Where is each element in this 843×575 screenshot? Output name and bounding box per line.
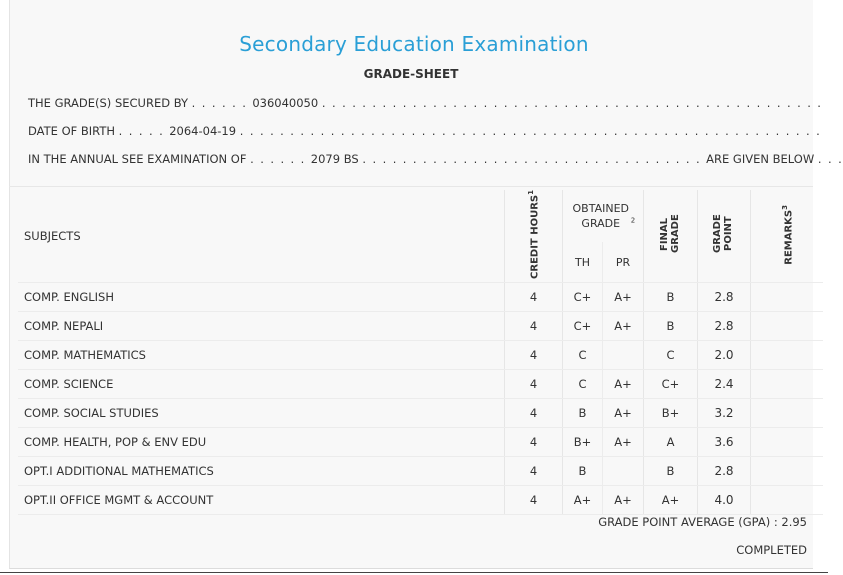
grade-point-cell: 2.4 xyxy=(698,369,751,398)
gpa-summary: GRADE POINT AVERAGE (GPA) : 2.95 xyxy=(598,515,807,529)
info-line-dob: DATE OF BIRTH . . . . . 2064-04-19 . . . . . . . . . . . . . . . . . . . . . . . . . . . . . . . . . . . . . . . . . . . . . . . . . . . . . . . . . . xyxy=(28,124,822,138)
exam-label: IN THE ANNUAL SEE EXAMINATION OF xyxy=(28,152,247,166)
page-title: Secondary Education Examination xyxy=(239,32,589,56)
th-grade-cell: C xyxy=(563,340,603,369)
final-grade-cell: B+ xyxy=(644,398,698,427)
grade-point-cell: 2.8 xyxy=(698,311,751,340)
table-row xyxy=(18,456,823,485)
credit-hours-cell: 4 xyxy=(505,311,563,340)
th-grade-cell: C+ xyxy=(563,311,603,340)
pr-grade-cell: A+ xyxy=(603,311,644,340)
info-line-symbol: THE GRADE(S) SECURED BY . . . . . . 036040050 . . . . . . . . . . . . . . . . . . . . . . . . . . . . . . . . . . . . . . . . . . . . . . . . . . xyxy=(28,96,823,110)
credit-hours-cell: 4 xyxy=(505,340,563,369)
final-grade-cell: B xyxy=(644,456,698,485)
subject-cell: COMP. NEPALI xyxy=(18,311,505,340)
credit-hours-cell: 4 xyxy=(505,485,563,514)
final-grade-cell: C+ xyxy=(644,369,698,398)
final-grade-cell: B xyxy=(644,282,698,311)
pr-header: PR xyxy=(603,242,644,282)
th-header: TH xyxy=(563,242,603,282)
pr-grade-cell: A+ xyxy=(603,369,644,398)
section-divider xyxy=(9,186,813,187)
dob-value: 2064-04-19 xyxy=(169,124,237,138)
subject-cell: OPT.I ADDITIONAL MATHEMATICS xyxy=(18,456,505,485)
credit-hours-header: CREDIT HOURS$^1$ xyxy=(505,190,563,282)
grade-point-cell: 2.8 xyxy=(698,282,751,311)
grade-point-header: GRADE POINT xyxy=(698,190,751,282)
given-below-label: ARE GIVEN BELOW xyxy=(706,152,815,166)
credit-hours-cell: 4 xyxy=(505,456,563,485)
grade-point-cell: 3.6 xyxy=(698,427,751,456)
table-row xyxy=(18,398,823,427)
page-subtitle: GRADE-SHEET xyxy=(363,67,459,81)
th-grade-cell: B xyxy=(563,398,603,427)
secured-label: THE GRADE(S) SECURED BY xyxy=(28,96,189,110)
subject-cell: COMP. SOCIAL STUDIES xyxy=(18,398,505,427)
subjects-header: SUBJECTS xyxy=(18,190,505,282)
subject-cell: COMP. HEALTH, POP & ENV EDU xyxy=(18,427,505,456)
obtained-grade-header: OBTAINED GRADE $^2$ xyxy=(563,190,644,242)
grade-point-cell: 2.8 xyxy=(698,456,751,485)
table-row xyxy=(18,340,823,369)
final-grade-cell: A+ xyxy=(644,485,698,514)
table-row xyxy=(18,311,823,340)
remarks-cell xyxy=(751,456,824,485)
remarks-cell xyxy=(751,282,824,311)
grade-point-cell: 4.0 xyxy=(698,485,751,514)
table-row xyxy=(18,427,823,456)
pr-grade-cell: A+ xyxy=(603,398,644,427)
final-grade-cell: A xyxy=(644,427,698,456)
grade-point-cell: 2.0 xyxy=(698,340,751,369)
credit-hours-cell: 4 xyxy=(505,282,563,311)
remarks-cell xyxy=(751,485,824,514)
subject-cell: OPT.II OFFICE MGMT & ACCOUNT xyxy=(18,485,505,514)
remarks-cell xyxy=(751,311,824,340)
result-status: COMPLETED xyxy=(736,543,807,557)
th-grade-cell: A+ xyxy=(563,485,603,514)
remarks-cell xyxy=(751,369,824,398)
table-row xyxy=(18,485,823,514)
pr-grade-cell: A+ xyxy=(603,427,644,456)
pr-grade-cell: A+ xyxy=(603,485,644,514)
th-grade-cell: B+ xyxy=(563,427,603,456)
final-grade-cell: B xyxy=(644,311,698,340)
table-row xyxy=(18,369,823,398)
info-line-exam: IN THE ANNUAL SEE EXAMINATION OF . . . . . . 2079 BS . . . . . . . . . . . . . . . . . . . . . . . . . . . . . . . . . . ARE GIVEN BELOW . . . xyxy=(28,152,843,166)
credit-hours-cell: 4 xyxy=(505,427,563,456)
th-grade-cell: C xyxy=(563,369,603,398)
dob-label: DATE OF BIRTH xyxy=(28,124,116,138)
th-grade-cell: C+ xyxy=(563,282,603,311)
subject-cell: COMP. ENGLISH xyxy=(18,282,505,311)
table-header-row xyxy=(18,190,823,242)
remarks-cell xyxy=(751,427,824,456)
th-grade-cell: B xyxy=(563,456,603,485)
pr-grade-cell: A+ xyxy=(603,282,644,311)
subject-cell: COMP. MATHEMATICS xyxy=(18,340,505,369)
final-grade-cell: C xyxy=(644,340,698,369)
credit-hours-cell: 4 xyxy=(505,398,563,427)
subject-cell: COMP. SCIENCE xyxy=(18,369,505,398)
credit-hours-cell: 4 xyxy=(505,369,563,398)
symbol-number: 036040050 xyxy=(252,96,319,110)
grade-point-cell: 3.2 xyxy=(698,398,751,427)
pr-grade-cell xyxy=(603,456,644,485)
bottom-divider xyxy=(0,572,828,573)
table-row xyxy=(18,282,823,311)
remarks-cell xyxy=(751,398,824,427)
remarks-cell xyxy=(751,340,824,369)
pr-grade-cell xyxy=(603,340,644,369)
exam-year: 2079 BS xyxy=(310,152,359,166)
final-grade-header: FINAL GRADE xyxy=(644,190,698,282)
grades-table xyxy=(18,190,823,515)
remarks-header: REMARKS$^3$ xyxy=(751,190,824,282)
